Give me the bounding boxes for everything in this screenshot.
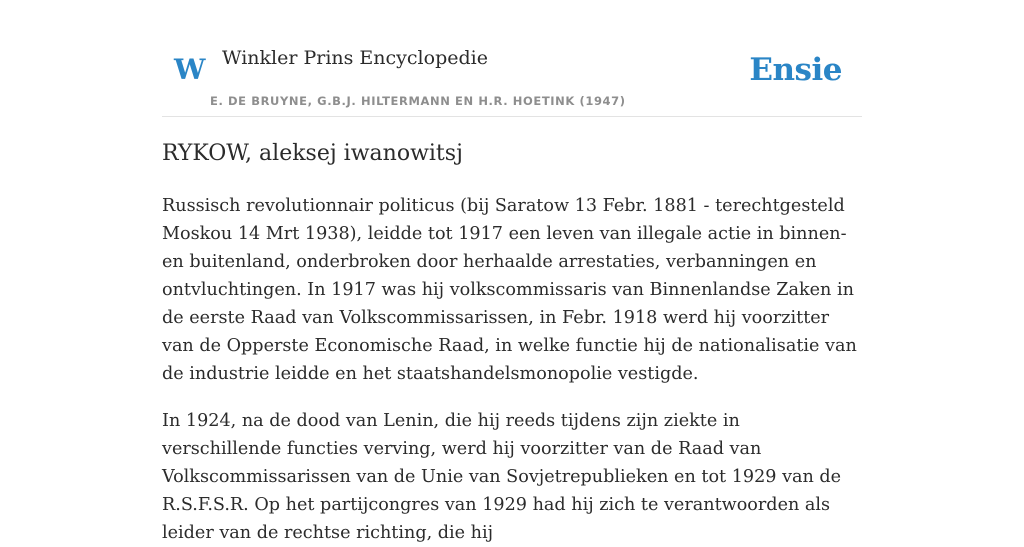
winkler-prins-logo-icon[interactable]: W [174, 53, 206, 86]
ensie-logo-link[interactable]: Ensie [749, 52, 842, 88]
source-byline: E. DE BRUYNE, G.B.J. HILTERMANN EN H.R. HOETINK (1947) [210, 94, 626, 108]
site-header [162, 0, 862, 117]
article [162, 138, 862, 547]
source-title[interactable]: Winkler Prins Encyclopedie [222, 47, 488, 69]
article-paragraph: In 1924, na de dood van Lenin, die hij reeds tijdens zijn ziekte in verschillende functies verving, werd hij voorzitter van de Raad van Volkscommissarissen van de Unie van Sovjetrepublieken en tot 1929 van de R.S.F.S.R. Op het partijcongres van 1929 had hij zich te verantwoorden als leider van de rechtse richting, die hij [162, 411, 842, 543]
article-paragraph: Russisch revolutionnair politicus (bij Saratow 13 Febr. 1881 - terechtgesteld Moskou 14 Mrt 1938), leidde tot 1917 een leven van illegale actie in binnen- en buitenland, onderbroken door herhaalde arrestaties, verbanningen en ontvluchtingen. In 1917 was hij volkscommissaris van Binnenlandse Zaken in de eerste Raad van Volkscommissarissen, in Febr. 1918 werd hij voorzitter van de Opperste Economische Raad, in welke functie hij de nationalisatie van de industrie leidde en het staatshandelsmonopolie vestigde. [162, 196, 857, 384]
article-title: RYKOW, aleksej iwanowitsj [162, 141, 463, 166]
